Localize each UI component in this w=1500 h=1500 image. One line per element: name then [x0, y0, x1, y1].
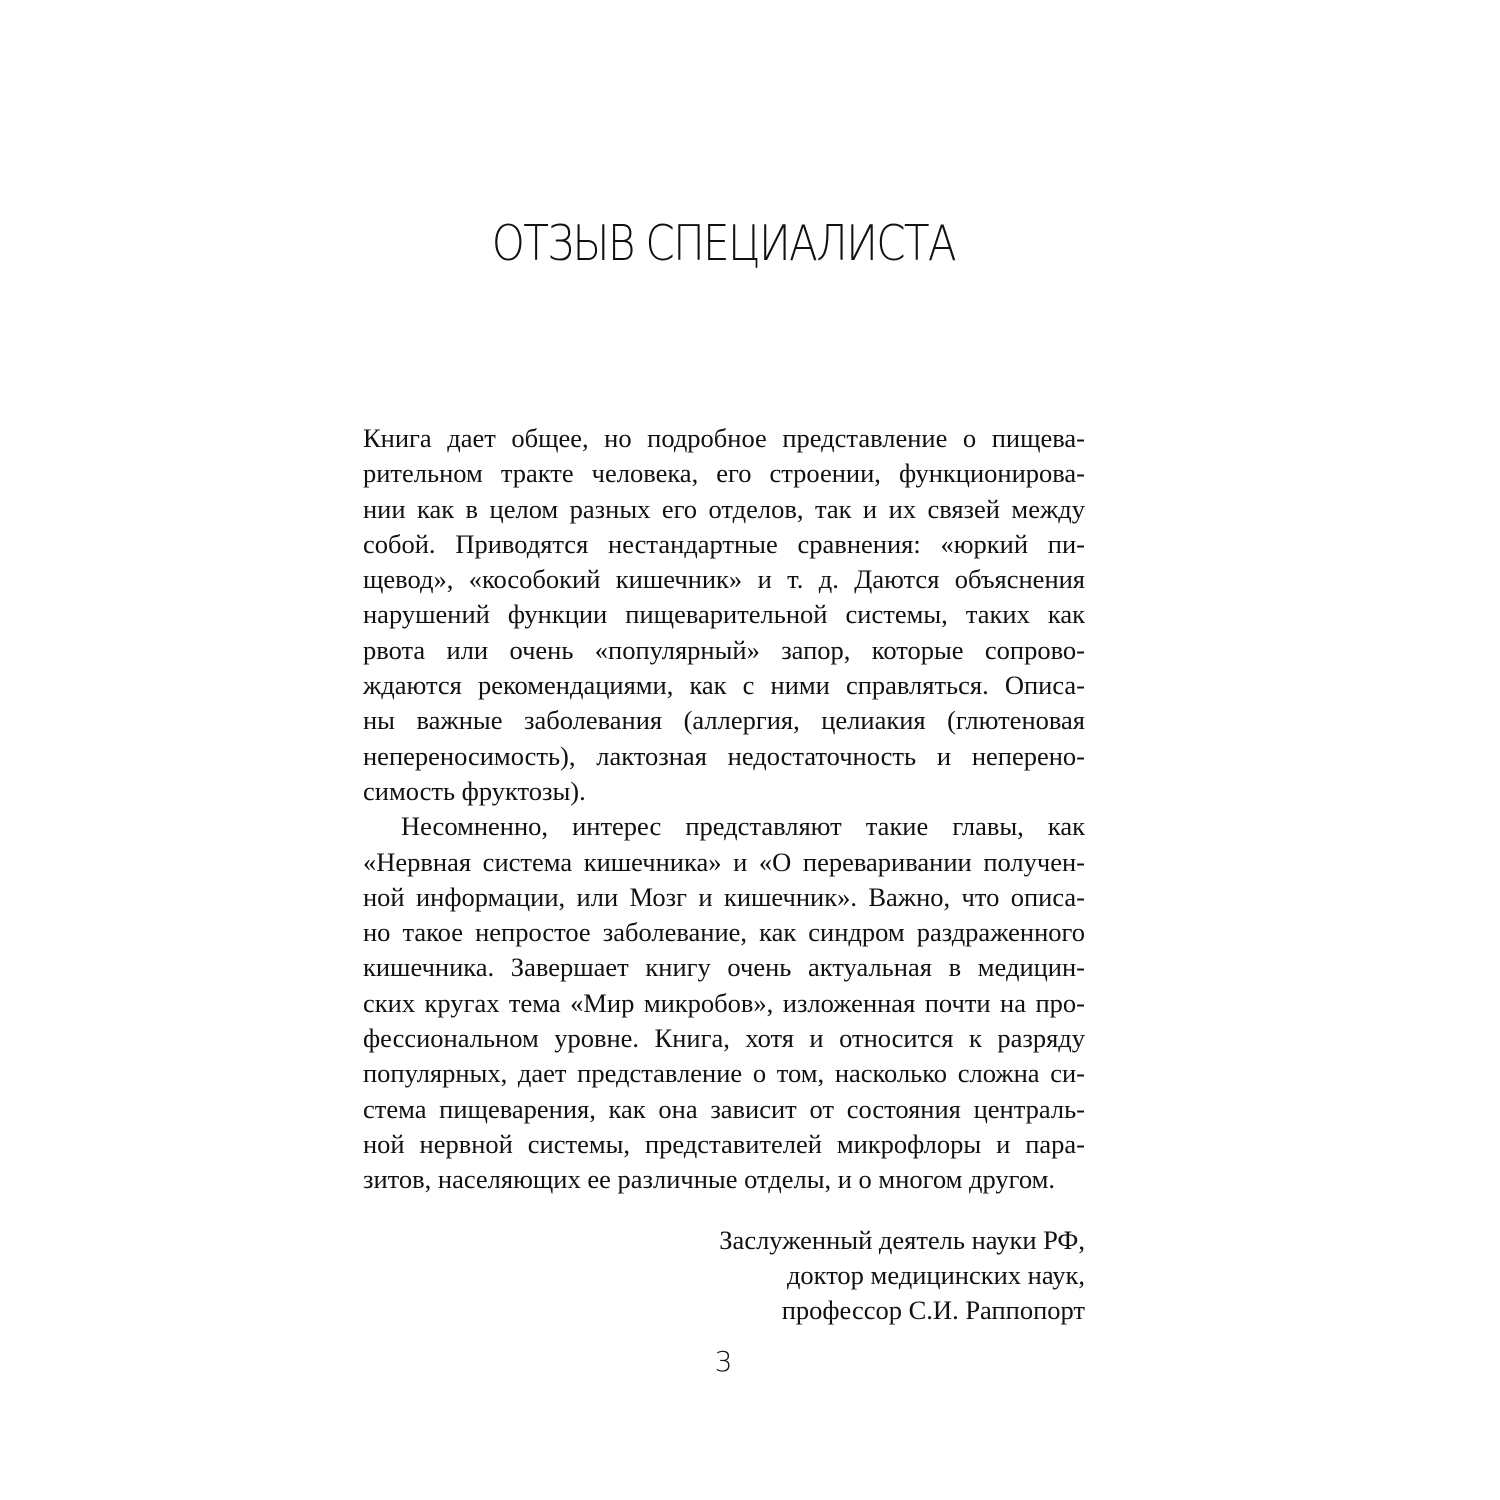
- text-line: непереносимость), лактозная недостаточность и неперено-: [363, 740, 1085, 771]
- text-line: ских кругах тема «Мир микробов», изложенная почти на про-: [363, 987, 1085, 1018]
- text-line: фессиональном уровне. Книга, хотя и относится к разряду: [363, 1023, 1085, 1054]
- author-signature: [600, 1223, 1085, 1328]
- text-line: нарушений функции пищеварительной системы, таких как: [363, 599, 1085, 630]
- text-line: ной нервной системы, представителей микрофлоры и пара-: [363, 1128, 1085, 1159]
- text-line: рвота или очень «популярный» запор, которые сопрово-: [363, 634, 1085, 665]
- text-line: кишечника. Завершает книгу очень актуальная в медицин-: [363, 952, 1085, 983]
- text-line: рительном тракте человека, его строении, функционирова-: [363, 458, 1085, 489]
- text-line: Несомненно, интерес представляют такие главы, как: [401, 811, 1085, 842]
- paragraph-2: [363, 809, 1085, 1197]
- text-line: симость фруктозы).: [363, 775, 586, 806]
- text-line: щевод», «кособокий кишечник» и т. д. Даются объяснения: [363, 564, 1085, 595]
- text-line: зитов, населяющих ее различные отделы, и о многом другом.: [363, 1164, 1055, 1195]
- text-line: Книга дает общее, но подробное представление о пищева-: [363, 423, 1085, 453]
- author-name: профессор С.И. Раппопорт: [781, 1295, 1085, 1325]
- text-line: ной информации, или Мозг и кишечник». Важно, что описа-: [363, 881, 1085, 912]
- text-line: но такое непростое заболевание, как синдром раздраженного: [363, 917, 1085, 948]
- text-line: «Нервная система кишечника» и «О переваривании получен-: [363, 846, 1085, 877]
- author-degree: доктор медицинских наук,: [786, 1260, 1085, 1290]
- author-title: Заслуженный деятель науки РФ,: [719, 1225, 1085, 1255]
- paragraph-1: [363, 421, 1085, 809]
- page-number: 3: [714, 1345, 733, 1378]
- review-text: [363, 421, 1085, 1198]
- text-line: ждаются рекомендациями, как с ними справляться. Описа-: [363, 670, 1085, 701]
- text-line: ны важные заболевания (аллергия, целиакия (глютеновая: [363, 705, 1085, 736]
- text-line: нии как в целом разных его отделов, так и их связей между: [363, 493, 1085, 524]
- text-line: стема пищеварения, как она зависит от состояния централь-: [363, 1093, 1085, 1124]
- text-line: собой. Приводятся нестандартные сравнения: «юркий пи-: [363, 528, 1085, 559]
- page-title: ОТЗЫВ СПЕЦИАЛИСТА: [491, 215, 956, 272]
- text-line: популярных, дает представление о том, насколько сложна си-: [363, 1058, 1085, 1089]
